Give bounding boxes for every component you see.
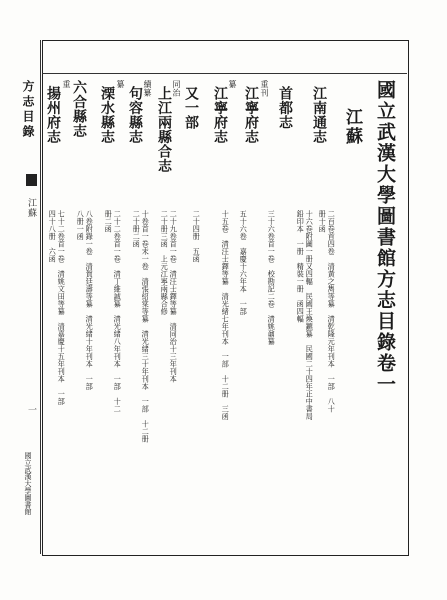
entry-note: 册二函 — [104, 210, 114, 233]
entry-note: 十六卷附圖一册又四輻 民國王煥鑣纂 民國二十四年正中書局 — [305, 210, 315, 420]
entry-note: 二十册三函 上元江寧兩縣合修 — [160, 210, 170, 315]
entry-note: 十五卷 清汪士鐸等纂 清光緒七年刊本 一部 十二册 三函 — [221, 210, 231, 420]
entry-prefix: 續纂 — [143, 80, 152, 97]
entry-note: 四十八册 六函 — [48, 210, 58, 263]
sidebar-page: 一 — [26, 405, 36, 415]
sidebar-section: 江蘇 — [26, 198, 36, 218]
entry-note: 五十六卷 嘉慶十六年本 一部 — [239, 210, 249, 315]
entry-name: 六合縣志 — [71, 80, 87, 138]
entry-name: 江寧府志 — [212, 86, 228, 144]
entry-note: 二十四册 五函 — [192, 210, 202, 263]
entry-note: 册十函 — [318, 210, 328, 233]
entry-note: 二十册二函 — [132, 210, 142, 248]
entry-note: 七十二卷首一卷 清姚文田等纂 清嘉慶十五年刊本 一部 — [57, 210, 67, 405]
entry-name: 江南通志 — [311, 86, 327, 144]
entry-name: 揚州府志 — [45, 86, 61, 144]
catalog-title: 國立武漢大學圖書館方志目錄卷一 — [374, 80, 396, 395]
header-rule — [42, 73, 407, 74]
entry-name: 上江兩縣合志 — [156, 86, 172, 173]
entry-name: 又一部 — [183, 86, 199, 130]
entry-name: 首都志 — [277, 86, 293, 130]
sidebar-title: 方志目錄 — [21, 80, 35, 140]
entry-note: 二百卷首四卷 清黃之雋等纂 清乾隆元年刊本 一部 八十 — [327, 210, 337, 413]
entry-prefix: 重 — [62, 80, 71, 89]
entry-note: 八册一函 — [76, 210, 86, 240]
entry-prefix: 纂 — [116, 80, 125, 89]
entry-note: 鉛印本 一册 精裝一册 函四輻 — [296, 210, 306, 323]
entry-note: 三十六卷首一卷 校勘記二卷 清姚鼐纂 — [267, 210, 277, 345]
margin-rule — [40, 40, 41, 554]
province-heading: 江蘇 — [342, 108, 362, 146]
entry-name: 溧水縣志 — [99, 86, 115, 144]
entry-note: 二十九卷首一卷 清汪士鐸等纂 清同治十三年刊本 — [169, 210, 179, 383]
fishtail-mark — [26, 174, 37, 186]
sidebar-footer: 國立武漢大學圖書館 — [24, 452, 32, 515]
entry-prefix: 同治 — [172, 80, 181, 97]
entry-note: 八卷附錄一卷 清賀廷壽等纂 清光緒十年刊本 一部 — [85, 210, 95, 390]
entry-name: 江寧府志 — [243, 86, 259, 144]
entry-name: 句容縣志 — [127, 86, 143, 144]
entry-prefix: 纂 — [228, 80, 237, 89]
entry-prefix: 重刊 — [260, 80, 269, 97]
entry-note: 二十二卷首一卷 清丁維誠纂 清光緒八年刊本 一部 十二 — [113, 210, 123, 413]
entry-note: 十卷首一卷末一卷 清張紹棠等纂 清光緒三十年刊本 一部 十二册 — [141, 210, 151, 443]
